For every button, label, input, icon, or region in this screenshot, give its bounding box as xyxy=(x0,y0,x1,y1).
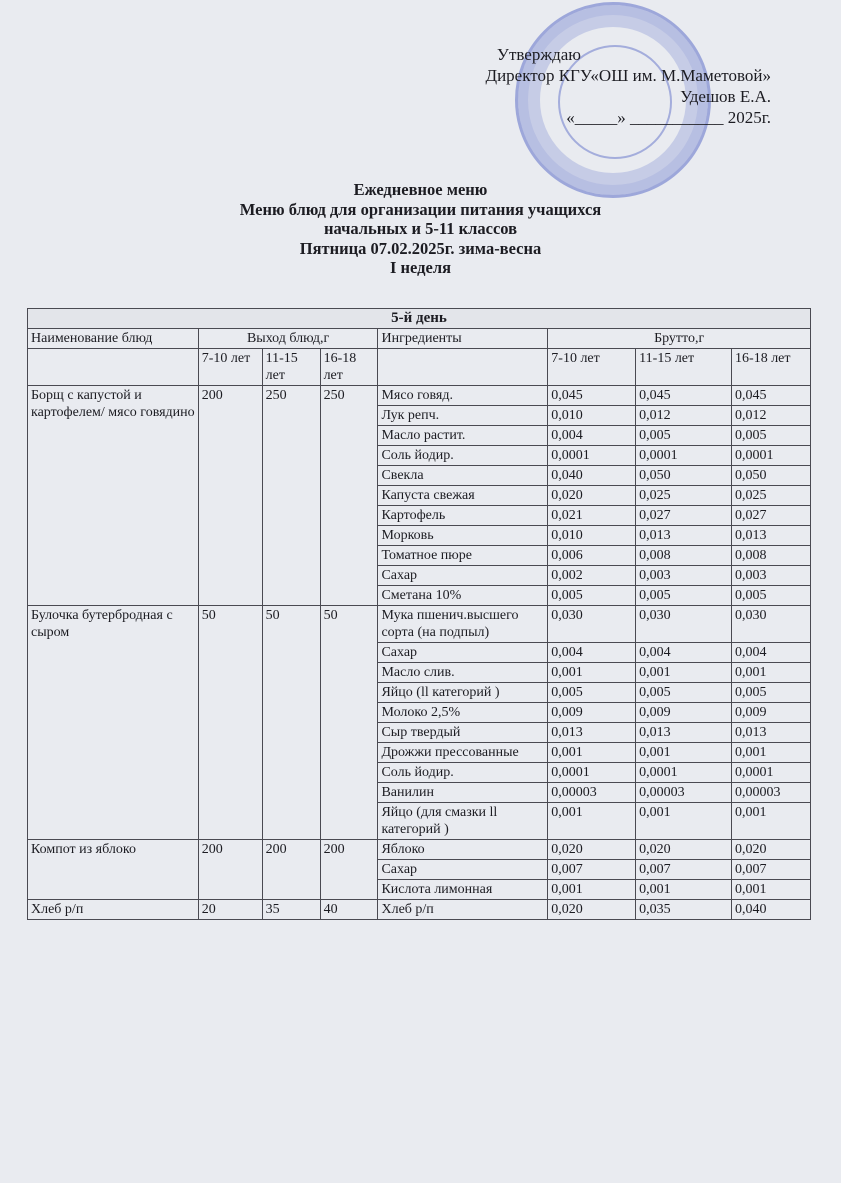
ingredient-brutto: 0,021 xyxy=(548,506,636,526)
header-age-2: 11-15 лет xyxy=(262,349,320,386)
ingredient-brutto: 0,045 xyxy=(636,386,732,406)
dish-name: Борщ с капустой и картофелем/ мясо говядино xyxy=(28,386,199,606)
header-name: Наименование блюд xyxy=(28,329,199,349)
ingredient-brutto: 0,007 xyxy=(732,860,811,880)
title-2: Меню блюд для организации питания учащихся xyxy=(239,199,602,219)
ingredient-name: Сахар xyxy=(378,566,548,586)
title-4: Пятница 07.02.2025г. зима-весна xyxy=(299,238,542,258)
ingredient-name: Масло растит. xyxy=(378,426,548,446)
table-row xyxy=(28,606,811,643)
ingredient-name: Яйцо (ll категорий ) xyxy=(378,683,548,703)
ingredient-brutto: 0,050 xyxy=(732,466,811,486)
title-3: начальных и 5-11 классов xyxy=(323,219,518,238)
approval-line-2: Директор КГУ«ОШ им. М.Маметовой» xyxy=(485,66,771,85)
ingredient-brutto: 0,00003 xyxy=(732,783,811,803)
header-age-3: 16-18 лет xyxy=(320,349,378,386)
ingredient-brutto: 0,004 xyxy=(548,426,636,446)
ingredient-brutto: 0,001 xyxy=(732,743,811,763)
ingredient-brutto: 0,004 xyxy=(548,643,636,663)
ingredient-brutto: 0,009 xyxy=(732,703,811,723)
approval-block xyxy=(485,44,771,128)
ingredient-brutto: 0,001 xyxy=(548,663,636,683)
ingredient-brutto: 0,030 xyxy=(636,606,732,643)
ingredient-brutto: 0,001 xyxy=(732,663,811,683)
ingredient-brutto: 0,020 xyxy=(548,840,636,860)
ingredient-brutto: 0,045 xyxy=(732,386,811,406)
dish-output: 40 xyxy=(320,900,378,920)
ingredient-brutto: 0,020 xyxy=(548,900,636,920)
ingredient-name: Картофель xyxy=(378,506,548,526)
dish-output: 50 xyxy=(198,606,262,840)
header-brutto-age-3: 16-18 лет xyxy=(732,349,811,386)
ingredient-brutto: 0,0001 xyxy=(548,763,636,783)
ingredient-brutto: 0,030 xyxy=(548,606,636,643)
ingredient-brutto: 0,013 xyxy=(548,723,636,743)
ingredient-brutto: 0,001 xyxy=(548,743,636,763)
ingredient-brutto: 0,005 xyxy=(732,683,811,703)
ingredient-name: Сметана 10% xyxy=(378,586,548,606)
dish-name: Компот из яблоко xyxy=(28,840,199,900)
header-empty xyxy=(28,349,199,386)
ingredient-name: Сыр твердый xyxy=(378,723,548,743)
approval-line-1: Утверждаю xyxy=(496,45,581,64)
approval-line-3: Удешов Е.А. xyxy=(680,87,771,106)
dish-output: 250 xyxy=(262,386,320,606)
ingredient-brutto: 0,027 xyxy=(636,506,732,526)
ingredient-brutto: 0,003 xyxy=(732,566,811,586)
ingredient-brutto: 0,050 xyxy=(636,466,732,486)
ingredient-name: Соль йодир. xyxy=(378,763,548,783)
ingredient-name: Ванилин xyxy=(378,783,548,803)
ingredient-brutto: 0,045 xyxy=(548,386,636,406)
ingredient-brutto: 0,0001 xyxy=(636,446,732,466)
ingredient-brutto: 0,020 xyxy=(548,486,636,506)
ingredient-brutto: 0,006 xyxy=(548,546,636,566)
dish-output: 200 xyxy=(198,386,262,606)
dish-output: 35 xyxy=(262,900,320,920)
dish-output: 50 xyxy=(320,606,378,840)
ingredient-brutto: 0,020 xyxy=(732,840,811,860)
header-brutto-age-1: 7-10 лет xyxy=(548,349,636,386)
ingredient-brutto: 0,005 xyxy=(548,683,636,703)
dish-output: 50 xyxy=(262,606,320,840)
ingredient-brutto: 0,030 xyxy=(732,606,811,643)
ingredient-brutto: 0,025 xyxy=(732,486,811,506)
ingredient-name: Хлеб р/п xyxy=(378,900,548,920)
title-1: Ежедневное меню xyxy=(353,180,488,199)
ingredient-brutto: 0,040 xyxy=(548,466,636,486)
ingredient-brutto: 0,010 xyxy=(548,406,636,426)
ingredient-brutto: 0,001 xyxy=(732,803,811,840)
ingredient-name: Капуста свежая xyxy=(378,486,548,506)
ingredient-brutto: 0,007 xyxy=(548,860,636,880)
dish-output: 200 xyxy=(262,840,320,900)
ingredient-brutto: 0,005 xyxy=(636,683,732,703)
ingredient-brutto: 0,013 xyxy=(732,526,811,546)
ingredient-name: Яблоко xyxy=(378,840,548,860)
ingredient-name: Яйцо (для смазки ll категорий ) xyxy=(378,803,548,840)
ingredient-name: Свекла xyxy=(378,466,548,486)
ingredient-brutto: 0,0001 xyxy=(732,763,811,783)
approval-line-4: «_____» ___________ 2025г. xyxy=(566,108,771,127)
day-header: 5-й день xyxy=(28,309,811,329)
ingredient-brutto: 0,001 xyxy=(636,803,732,840)
ingredient-brutto: 0,001 xyxy=(548,880,636,900)
ingredient-brutto: 0,040 xyxy=(732,900,811,920)
ingredient-name: Дрожжи прессованные xyxy=(378,743,548,763)
ingredient-brutto: 0,010 xyxy=(548,526,636,546)
header-output: Выход блюд,г xyxy=(198,329,378,349)
ingredient-brutto: 0,001 xyxy=(548,803,636,840)
table-row xyxy=(28,900,811,920)
ingredient-name: Кислота лимонная xyxy=(378,880,548,900)
ingredient-name: Морковь xyxy=(378,526,548,546)
ingredient-brutto: 0,005 xyxy=(732,586,811,606)
ingredient-brutto: 0,00003 xyxy=(636,783,732,803)
ingredient-name: Молоко 2,5% xyxy=(378,703,548,723)
ingredient-brutto: 0,020 xyxy=(636,840,732,860)
ingredient-name: Сахар xyxy=(378,860,548,880)
ingredient-brutto: 0,007 xyxy=(636,860,732,880)
ingredient-name: Соль йодир. xyxy=(378,446,548,466)
document-titles xyxy=(0,180,841,278)
ingredient-name: Масло слив. xyxy=(378,663,548,683)
header-age-1: 7-10 лет xyxy=(198,349,262,386)
ingredient-brutto: 0,013 xyxy=(732,723,811,743)
dish-name: Булочка бутербродная с сыром xyxy=(28,606,199,840)
ingredient-brutto: 0,035 xyxy=(636,900,732,920)
ingredient-brutto: 0,005 xyxy=(732,426,811,446)
ingredient-name: Мука пшенич.высшего сорта (на подпыл) xyxy=(378,606,548,643)
ingredient-brutto: 0,004 xyxy=(732,643,811,663)
ingredient-brutto: 0,008 xyxy=(732,546,811,566)
ingredient-brutto: 0,0001 xyxy=(732,446,811,466)
table-row xyxy=(28,386,811,406)
dish-output: 200 xyxy=(198,840,262,900)
ingredient-brutto: 0,003 xyxy=(636,566,732,586)
ingredient-brutto: 0,001 xyxy=(636,880,732,900)
ingredient-brutto: 0,012 xyxy=(636,406,732,426)
ingredient-brutto: 0,013 xyxy=(636,526,732,546)
header-brutto-age-2: 11-15 лет xyxy=(636,349,732,386)
header-brutto: Брутто,г xyxy=(548,329,811,349)
ingredient-name: Сахар xyxy=(378,643,548,663)
ingredient-brutto: 0,004 xyxy=(636,643,732,663)
ingredient-name: Томатное пюре xyxy=(378,546,548,566)
ingredient-brutto: 0,008 xyxy=(636,546,732,566)
ingredient-name: Мясо говяд. xyxy=(378,386,548,406)
ingredient-brutto: 0,027 xyxy=(732,506,811,526)
ingredient-brutto: 0,002 xyxy=(548,566,636,586)
ingredient-brutto: 0,001 xyxy=(636,663,732,683)
dish-output: 20 xyxy=(198,900,262,920)
ingredient-brutto: 0,005 xyxy=(636,426,732,446)
ingredient-brutto: 0,001 xyxy=(636,743,732,763)
table-row xyxy=(28,840,811,860)
title-5: I неделя xyxy=(389,258,451,277)
ingredient-brutto: 0,025 xyxy=(636,486,732,506)
ingredient-brutto: 0,005 xyxy=(636,586,732,606)
menu-table xyxy=(27,308,811,920)
ingredient-brutto: 0,009 xyxy=(548,703,636,723)
header-ingredients: Ингредиенты xyxy=(378,329,548,349)
ingredient-brutto: 0,00003 xyxy=(548,783,636,803)
ingredient-brutto: 0,005 xyxy=(548,586,636,606)
ingredient-brutto: 0,012 xyxy=(732,406,811,426)
ingredient-brutto: 0,001 xyxy=(732,880,811,900)
ingredient-brutto: 0,0001 xyxy=(636,763,732,783)
ingredient-brutto: 0,0001 xyxy=(548,446,636,466)
dish-output: 200 xyxy=(320,840,378,900)
dish-output: 250 xyxy=(320,386,378,606)
header-empty xyxy=(378,349,548,386)
ingredient-brutto: 0,009 xyxy=(636,703,732,723)
dish-name: Хлеб р/п xyxy=(28,900,199,920)
ingredient-name: Лук репч. xyxy=(378,406,548,426)
ingredient-brutto: 0,013 xyxy=(636,723,732,743)
